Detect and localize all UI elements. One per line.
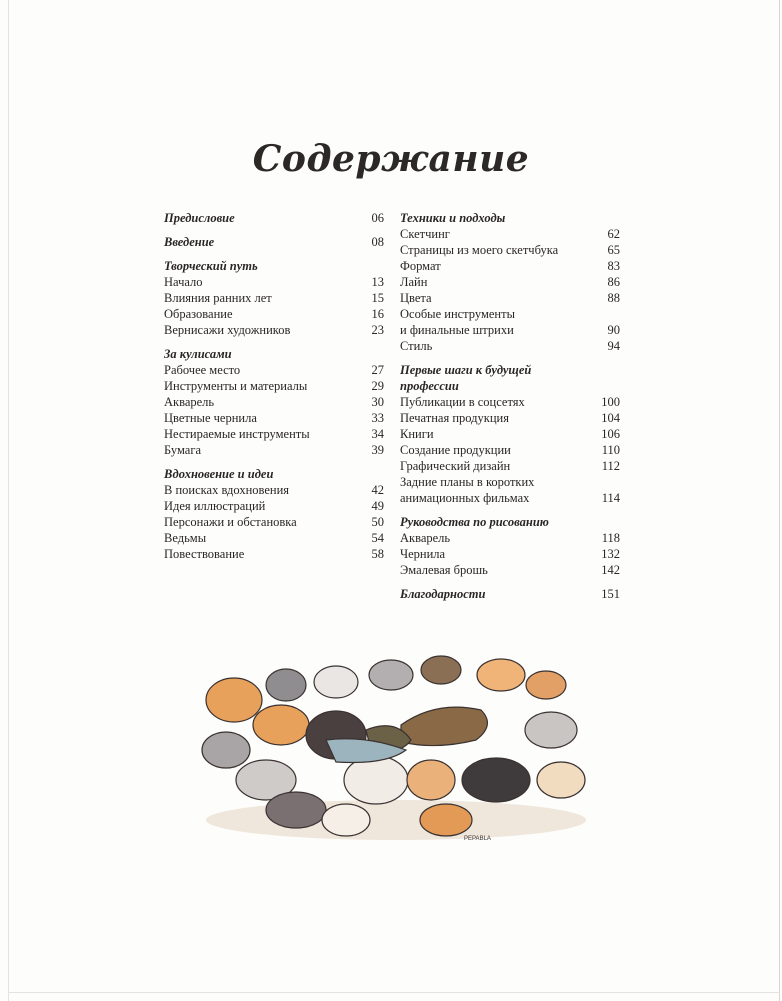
cat-white-bottom (322, 804, 370, 836)
toc-entry-label: Предисловие (164, 211, 235, 225)
toc-page-number: 151 (601, 587, 620, 601)
toc-right-column (400, 210, 620, 602)
toc-entry (400, 530, 620, 546)
toc-entry-label: Техники и подходы (400, 211, 506, 225)
toc-page-number: 104 (601, 411, 620, 425)
toc-entry-label: Начало (164, 275, 203, 289)
cat-white-center (344, 756, 408, 804)
cat-grey-right (525, 712, 577, 748)
toc-page-number: 27 (371, 363, 384, 377)
toc-entry (164, 426, 384, 442)
toc-page-number: 58 (371, 547, 384, 561)
toc-entry-label: Бумага (164, 443, 201, 457)
cat-orange-topleft (206, 678, 262, 722)
toc-entry (164, 394, 384, 410)
toc-entry-label: Лайн (400, 275, 428, 289)
toc-page-number: 94 (607, 339, 620, 353)
toc-entry (164, 378, 384, 394)
section-gap (164, 250, 384, 258)
toc-page-number: 65 (607, 243, 620, 257)
toc-entry-label: За кулисами (164, 347, 232, 361)
toc-entry-label: Ведьмы (164, 531, 207, 545)
toc-page-number: 90 (607, 323, 620, 337)
toc-entry-label: Печатная продукция (400, 411, 509, 425)
illustration-signature: PEPABLA (464, 836, 491, 842)
toc-page-number: 100 (601, 395, 620, 409)
toc-entry-label: Публикации в соцсетях (400, 395, 525, 409)
toc-page-number: 39 (371, 443, 384, 457)
toc-page-number: 106 (601, 427, 620, 441)
toc-entry (400, 442, 620, 458)
toc-entry (400, 274, 620, 290)
toc-entry-label: Создание продукции (400, 443, 511, 457)
section-gap (164, 338, 384, 346)
section-gap (400, 578, 620, 586)
cat-orange-topright (477, 659, 525, 691)
toc-page-number: 15 (371, 291, 384, 305)
cat-orange-bottom (420, 804, 472, 836)
sleeping-girl-with-cats-illustration (196, 630, 596, 850)
cat-white-top (314, 666, 358, 698)
toc-entry-label: Творческий путь (164, 259, 258, 273)
toc-entry (400, 546, 620, 562)
cat-grey-top (266, 669, 306, 701)
toc-entry-label: Вдохновение и идеи (164, 467, 274, 481)
toc-section-header (164, 466, 384, 482)
toc-entry-label: Чернила (400, 547, 446, 561)
toc-entry-label: Акварель (400, 531, 451, 545)
toc-page-number: 42 (371, 483, 384, 497)
toc-entry (164, 290, 384, 306)
toc-entry (164, 362, 384, 378)
toc-page-number: 06 (371, 211, 384, 225)
toc-entry-label: Вернисажи художников (164, 323, 291, 337)
toc-page-number: 13 (371, 275, 384, 289)
toc-page-number: 34 (371, 427, 384, 441)
toc-entry (164, 546, 384, 562)
toc-entry (400, 410, 620, 426)
toc-page-number: 54 (371, 531, 384, 545)
cat-cream-right (537, 762, 585, 798)
toc-entry-label: Страницы из моего скетчбука (400, 243, 559, 257)
toc-page-number: 29 (371, 379, 384, 393)
toc-entry (164, 482, 384, 498)
toc-page-number: 86 (607, 275, 620, 289)
cat-black-right (462, 758, 530, 802)
toc-entry (164, 306, 384, 322)
toc-entry (164, 514, 384, 530)
toc-entry-label: Рабочее место (164, 363, 241, 377)
toc-entry (400, 394, 620, 410)
toc-entry (400, 258, 620, 274)
toc-page-number: 49 (371, 499, 384, 513)
toc-entry (400, 306, 620, 322)
toc-section-header (400, 210, 620, 226)
toc-entry (164, 498, 384, 514)
cat-orange-middle (253, 705, 309, 745)
cat-orange-right (526, 671, 566, 699)
toc-entry-label: Цвета (400, 291, 432, 305)
toc-entry-label: В поисках вдохновения (164, 483, 290, 497)
toc-entry-label: Введение (164, 235, 215, 249)
toc-page-number: 50 (371, 515, 384, 529)
section-gap (400, 506, 620, 514)
toc-entry (400, 426, 620, 442)
toc-entry-label: Книги (400, 427, 434, 441)
toc-entry-label: Инструменты и материалы (164, 379, 308, 393)
toc-entry (400, 562, 620, 578)
toc-entry-label: Персонажи и обстановка (164, 515, 297, 529)
toc-entry (400, 490, 620, 506)
toc-entry-label: Задние планы в коротких (400, 475, 535, 489)
toc-entry (164, 410, 384, 426)
cat-brown-top (421, 656, 461, 684)
toc-entry (164, 442, 384, 458)
section-gap (400, 354, 620, 362)
toc-page-number: 110 (601, 443, 620, 457)
toc-entry-label: Влияния ранних лет (164, 291, 272, 305)
toc-entry (400, 338, 620, 354)
cat-grey-left (202, 732, 250, 768)
toc-entry (164, 322, 384, 338)
girl-hair (401, 707, 487, 745)
cat-grey-bottom (266, 792, 326, 828)
cat-orange-center (407, 760, 455, 800)
page-title: Содержание (252, 138, 530, 180)
toc-entry-label: Особые инструменты (400, 307, 515, 321)
toc-entry-label: Нестираемые инструменты (164, 427, 310, 441)
toc-section-header (400, 514, 620, 530)
toc-entry-label: Образование (164, 307, 233, 321)
toc-entry-label: Цветные чернила (164, 411, 257, 425)
toc-page-number: 62 (607, 227, 620, 241)
toc-page-number: 142 (601, 563, 620, 577)
toc-entry (400, 458, 620, 474)
toc-page-number: 08 (371, 235, 384, 249)
toc-entry-label: Графический дизайн (400, 459, 511, 473)
toc-entry-label: Эмалевая брошь (400, 563, 488, 577)
toc-entry (400, 322, 620, 338)
toc-entry-label: Акварель (164, 395, 215, 409)
toc-entry-label: Стиль (400, 339, 433, 353)
section-gap (164, 458, 384, 466)
toc-page-number: 132 (601, 547, 620, 561)
toc-entry-label: анимационных фильмах (400, 491, 530, 505)
toc-page-number: 118 (601, 531, 620, 545)
toc-entry (400, 290, 620, 306)
illustration-shadow (206, 800, 586, 840)
toc-section-header (400, 362, 620, 394)
toc-left-column (164, 210, 384, 562)
section-gap (164, 226, 384, 234)
toc-page-number: 23 (371, 323, 384, 337)
toc-entry (400, 474, 620, 490)
toc-page-number: 30 (371, 395, 384, 409)
toc-section-header (164, 234, 384, 250)
toc-page-number: 16 (371, 307, 384, 321)
toc-entry-label: Первые шаги к будущей профессии (400, 363, 532, 393)
toc-entry-label: Скетчинг (400, 227, 450, 241)
toc-entry (164, 530, 384, 546)
toc-page-number: 33 (371, 411, 384, 425)
toc-page-number: 112 (601, 459, 620, 473)
toc-entry (400, 242, 620, 258)
toc-entry-label: Формат (400, 259, 441, 273)
toc-section-header (164, 258, 384, 274)
toc-entry-label: Повествование (164, 547, 245, 561)
page-edge-bottom (8, 992, 780, 993)
toc-page-number: 114 (601, 491, 620, 505)
toc-entry-label: и финальные штрихи (400, 323, 514, 337)
toc-entry (164, 274, 384, 290)
toc-entry-label: Идея иллюстраций (164, 499, 266, 513)
toc-entry-label: Благодарности (400, 587, 486, 601)
cat-grey-top2 (369, 660, 413, 690)
toc-section-header (400, 586, 620, 602)
toc-entry (400, 226, 620, 242)
toc-section-header (164, 210, 384, 226)
toc-section-header (164, 346, 384, 362)
toc-page-number: 83 (607, 259, 620, 273)
toc-page-number: 88 (607, 291, 620, 305)
toc-entry-label: Руководства по рисованию (400, 515, 549, 529)
